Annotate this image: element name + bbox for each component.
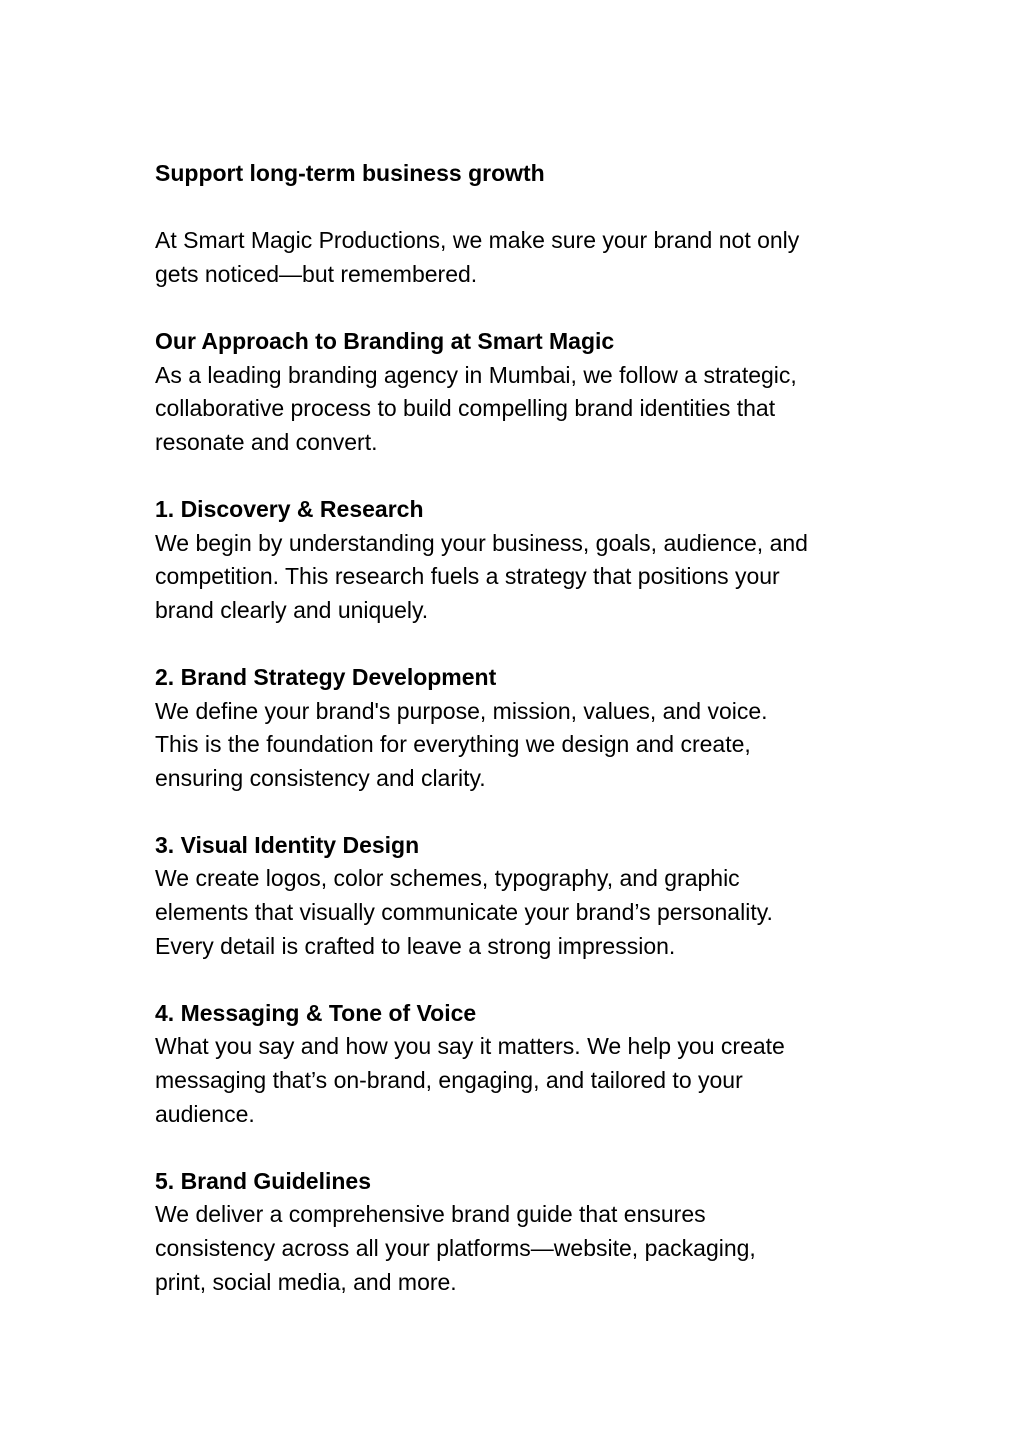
paragraph-line: brand clearly and uniquely. — [155, 596, 429, 623]
section-heading-strategy: 2. Brand Strategy Development — [155, 663, 497, 690]
section-heading-messaging: 4. Messaging & Tone of Voice — [155, 999, 477, 1026]
spacer — [155, 1131, 875, 1165]
paragraph-line: resonate and convert. — [155, 428, 378, 455]
section-heading-visual-identity: 3. Visual Identity Design — [155, 831, 420, 858]
paragraph-line: ensuring consistency and clarity. — [155, 764, 486, 791]
paragraph-line: As a leading branding agency in Mumbai, we follow a strategic, — [155, 361, 797, 388]
paragraph-line: elements that visually communicate your brand’s personality. — [155, 899, 773, 926]
spacer — [155, 459, 875, 493]
paragraph-line: messaging that’s on-brand, engaging, and tailored to your — [155, 1067, 743, 1094]
paragraph-line: print, social media, and more. — [155, 1268, 457, 1295]
paragraph-line: We create logos, color schemes, typography, and graphic — [155, 865, 740, 892]
paragraph-line: We begin by understanding your business, goals, audience, and — [155, 529, 808, 556]
document-body — [155, 157, 875, 1299]
paragraph-line: competition. This research fuels a strategy that positions your — [155, 563, 780, 590]
section-heading-discovery: 1. Discovery & Research — [155, 495, 424, 522]
spacer — [155, 291, 875, 325]
paragraph-line: Every detail is crafted to leave a strong impression. — [155, 932, 676, 959]
spacer — [155, 795, 875, 829]
spacer — [155, 627, 875, 661]
paragraph-line: We deliver a comprehensive brand guide that ensures — [155, 1201, 706, 1228]
spacer — [155, 963, 875, 997]
approach-paragraph — [155, 359, 875, 460]
section-heading-guidelines: 5. Brand Guidelines — [155, 1167, 371, 1194]
paragraph-line: What you say and how you say it matters. We help you create — [155, 1033, 785, 1060]
intro-paragraph — [155, 224, 875, 291]
section-paragraph-guidelines — [155, 1198, 875, 1299]
spacer — [155, 191, 875, 225]
paragraph-line: At Smart Magic Productions, we make sure your brand not only — [155, 227, 800, 254]
paragraph-line: This is the foundation for everything we design and create, — [155, 731, 751, 758]
paragraph-line: collaborative process to build compelling brand identities that — [155, 395, 776, 422]
section-paragraph-strategy — [155, 695, 875, 796]
paragraph-line: gets noticed—but remembered. — [155, 260, 478, 287]
paragraph-line: audience. — [155, 1100, 255, 1127]
section-paragraph-visual-identity — [155, 862, 875, 963]
paragraph-line: We define your brand's purpose, mission, values, and voice. — [155, 697, 768, 724]
section-paragraph-discovery — [155, 527, 875, 628]
paragraph-line: consistency across all your platforms—website, packaging, — [155, 1235, 756, 1261]
approach-heading: Our Approach to Branding at Smart Magic — [155, 327, 615, 354]
intro-heading: Support long-term business growth — [155, 160, 545, 186]
section-paragraph-messaging — [155, 1030, 875, 1131]
